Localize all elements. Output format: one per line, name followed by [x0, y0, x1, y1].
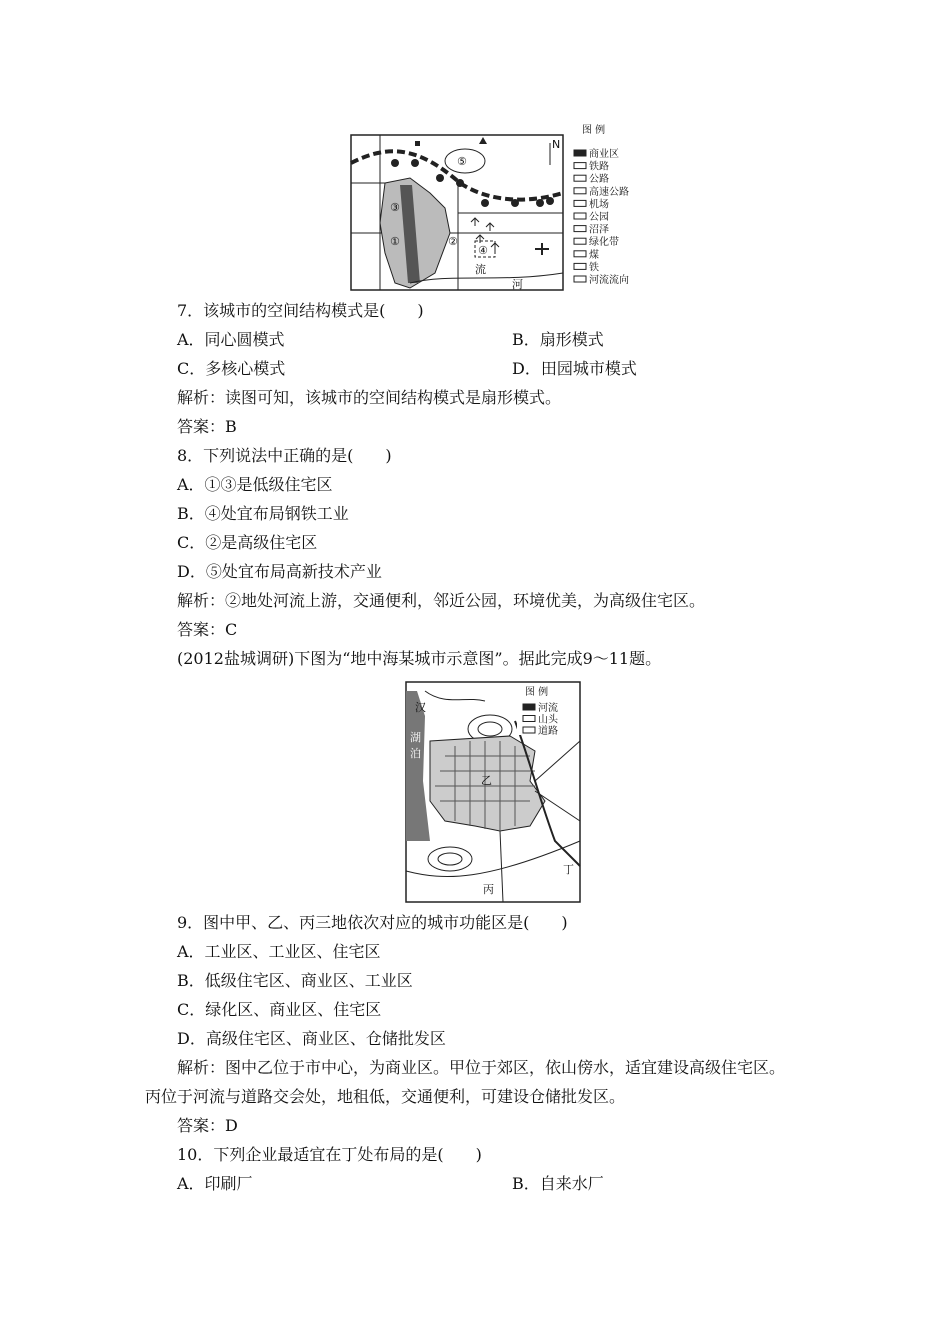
legend1-symbol-3 [574, 188, 586, 194]
q9-option-a: A．工业区、工业区、住宅区 [177, 942, 381, 961]
label-circle3: ③ [390, 201, 400, 214]
q10-stem: 10．下列企业最适宜在丁处布局的是( ) [177, 1145, 482, 1164]
legend1-label-1: 铁路 [589, 161, 609, 173]
label-lake1: 湖 [410, 731, 421, 744]
legend1-label-2: 公路 [589, 174, 609, 186]
legend-title: 图 例 [582, 125, 606, 136]
label-lake2: 泊 [410, 747, 421, 760]
q8-option-b: B．④处宜布局钢铁工业 [177, 504, 349, 523]
legend1-label-8: 煤 [589, 249, 599, 261]
q8-answer: 答案：C [177, 620, 238, 639]
legend1-label-0: 商业区 [589, 149, 619, 160]
q9-analysis-1: 解析：图中乙位于市中心，为商业区。甲位于郊区，依山傍水，适宜建设高级住宅区。 [177, 1058, 786, 1077]
legend2-symbol-0 [523, 704, 535, 710]
legend1-symbol-10 [574, 276, 586, 282]
q7-option-c: C．多核心模式 [177, 359, 286, 378]
legend1-label-10: 河流流向 [589, 275, 629, 286]
q9-option-b: B．低级住宅区、商业区、工业区 [177, 971, 413, 990]
north-label: N [552, 138, 561, 151]
q10-option-a: A．印刷厂 [177, 1174, 253, 1193]
label-yi: 乙 [481, 774, 492, 787]
q7-option-a: A．同心圆模式 [177, 330, 285, 349]
q8-analysis: 解析：②地处河流上游，交通便利，邻近公园，环境优美，为高级住宅区。 [177, 591, 706, 610]
legend1-symbol-2 [574, 175, 586, 181]
section-intro: (2012盐城调研)下图为“地中海某城市示意图”。据此完成9～11题。 [177, 649, 662, 668]
legend1-symbol-7 [574, 238, 586, 244]
q8-stem: 8．下列说法中正确的是( ) [177, 446, 392, 465]
mediterranean-city-map [405, 681, 581, 903]
q8-option-d: D．⑤处宜布局高新技术产业 [177, 562, 382, 581]
q7-stem: 7．该城市的空间结构模式是( ) [177, 301, 424, 320]
legend1-label-3: 高速公路 [589, 186, 629, 198]
label-river2: 河 [512, 278, 523, 291]
q8-option-c: C．②是高级住宅区 [177, 533, 318, 552]
label-bing: 丙 [483, 883, 494, 896]
legend1-symbol-0 [574, 150, 586, 156]
legend1-symbol-8 [574, 251, 586, 257]
label-circle5: ⑤ [457, 155, 467, 168]
legend2-title: 图 例 [525, 687, 549, 698]
label-river1: 流 [475, 263, 486, 276]
q7-answer: 答案：B [177, 417, 237, 436]
q7-option-d: D．田园城市模式 [512, 359, 637, 378]
label-han: 汉 [415, 701, 426, 714]
legend2-label-1: 山头 [538, 714, 558, 726]
q7-option-b: B．扇形模式 [512, 330, 604, 349]
city-structure-map [350, 123, 650, 295]
legend1-symbol-9 [574, 263, 586, 269]
q9-stem: 9．图中甲、乙、丙三地依次对应的城市功能区是( ) [177, 913, 568, 932]
legend1-label-5: 公园 [589, 212, 609, 223]
label-circle2: ② [448, 235, 458, 248]
legend1-symbol-4 [574, 200, 586, 206]
legend1-symbol-6 [574, 226, 586, 232]
legend1-label-9: 铁 [589, 262, 599, 274]
legend1-symbol-1 [574, 163, 586, 169]
legend1-label-4: 机场 [589, 199, 609, 211]
label-circle1: ① [390, 235, 400, 248]
legend2-label-0: 河流 [538, 703, 558, 714]
q9-analysis-2: 丙位于河流与道路交会处，地租低，交通便利，可建设仓储批发区。 [145, 1087, 626, 1106]
legend1-label-6: 沼泽 [589, 224, 609, 236]
legend1-symbol-5 [574, 213, 586, 219]
label-circle4: ④ [478, 244, 488, 257]
legend1-label-7: 绿化带 [589, 237, 619, 249]
q9-option-c: C．绿化区、商业区、住宅区 [177, 1000, 382, 1019]
q8-option-a: A．①③是低级住宅区 [177, 475, 333, 494]
legend2-label-2: 道路 [538, 726, 558, 737]
q10-option-b: B．自来水厂 [512, 1174, 604, 1193]
q9-option-d: D．高级住宅区、商业区、仓储批发区 [177, 1029, 446, 1048]
q9-answer: 答案：D [177, 1116, 238, 1135]
label-ding: 丁 [563, 863, 574, 876]
q7-analysis: 解析：读图可知，该城市的空间结构模式是扇形模式。 [177, 388, 562, 407]
